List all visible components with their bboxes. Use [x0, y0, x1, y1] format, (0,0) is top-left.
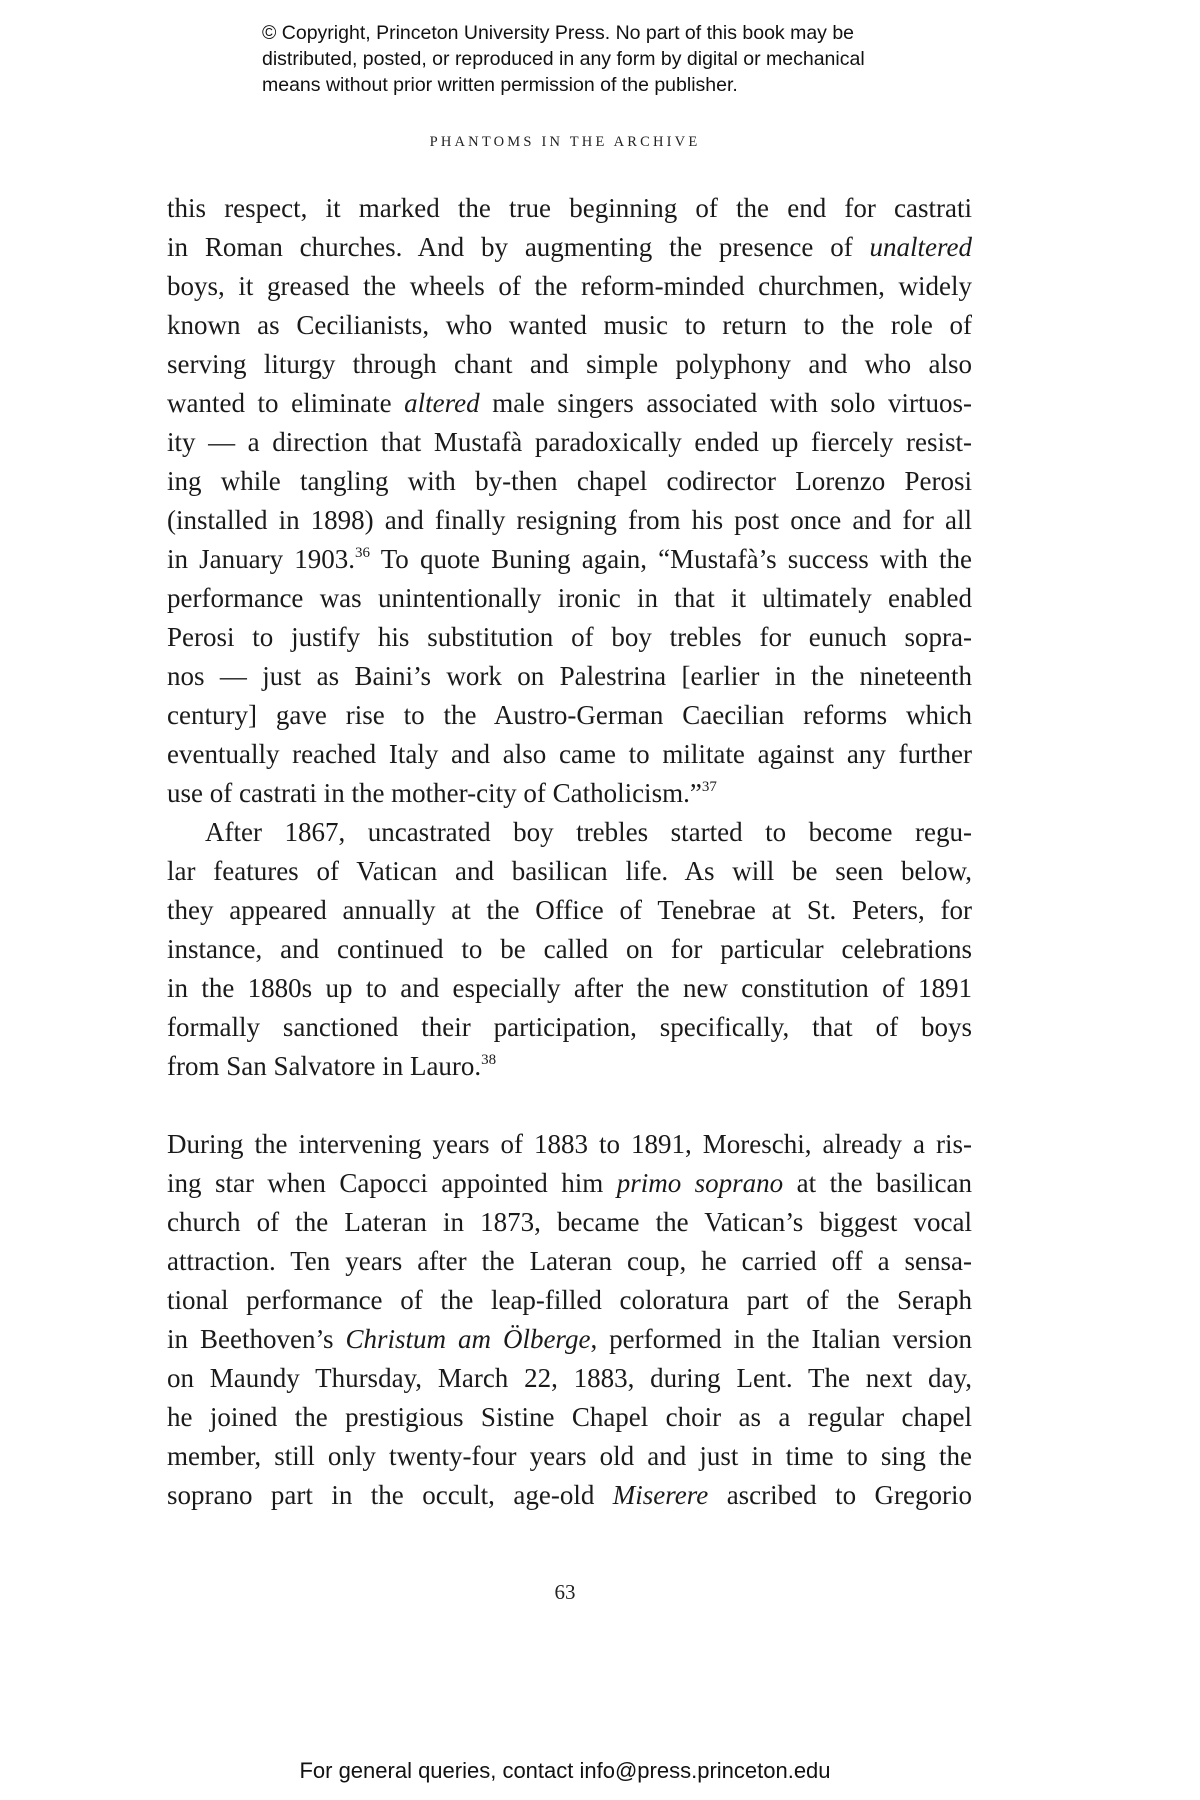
running-head: PHANTOMS IN THE ARCHIVE [429, 134, 701, 150]
text-line: they appeared annually at the Office of Tenebrae at St. Peters, for [167, 895, 972, 925]
paragraph-1 [167, 189, 972, 813]
text-line: During the intervening years of 1883 to 1891, Moreschi, already a ris- [167, 1129, 972, 1159]
footnote-ref[interactable]: 38 [481, 1052, 497, 1068]
text-line: soprano part in the occult, age-old Miserere ascribed to Gregorio [167, 1480, 972, 1510]
italic-text: Miserere [612, 1480, 709, 1510]
text-line: church of the Lateran in 1873, became the Vatican’s biggest vocal [167, 1207, 972, 1237]
text-line: member, still only twenty-four years old and just in time to sing the [167, 1441, 972, 1471]
text-line: eventually reached Italy and also came to militate against any further [167, 739, 972, 769]
text-line: ing star when Capocci appointed him primo soprano at the basilican [167, 1168, 973, 1198]
text-line: (installed in 1898) and finally resigning from his post once and for all [167, 505, 972, 535]
text-line: in the 1880s up to and especially after the new constitution of 1891 [167, 973, 972, 1003]
text-line: use of castrati in the mother-city of Catholicism.”$^{37}$ [167, 778, 717, 808]
text-line: century] gave rise to the Austro-German Caecilian reforms which [167, 700, 972, 730]
copyright-line: distributed, posted, or reproduced in any form by digital or mechanical [262, 48, 865, 70]
text-line: attraction. Ten years after the Lateran coup, he carried off a sensa- [167, 1246, 972, 1276]
text-line: formally sanctioned their participation, specifically, that of boys [167, 1012, 972, 1042]
text-line: known as Cecilianists, who wanted music to return to the role of [167, 310, 972, 340]
footnote-ref[interactable]: 37 [701, 779, 717, 795]
italic-text: altered [404, 388, 480, 418]
copyright-line: means without prior written permission of the publisher. [262, 74, 738, 96]
text-line: wanted to eliminate altered male singers associated with solo virtuos- [167, 388, 972, 418]
italic-text: unaltered [869, 232, 972, 262]
text-line: tional performance of the leap-filled coloratura part of the Seraph [167, 1285, 972, 1315]
text-line: he joined the prestigious Sistine Chapel choir as a regular chapel [167, 1402, 972, 1432]
copyright-line: © Copyright, Princeton University Press. No part of this book may be [262, 22, 855, 44]
text-line: in Beethoven’s Christum am Ölberge, performed in the Italian version [167, 1324, 972, 1354]
text-line: ing while tangling with by-then chapel codirector Lorenzo Perosi [167, 466, 972, 496]
text-line: nos — just as Baini’s work on Palestrina [earlier in the nineteenth [167, 661, 972, 691]
text-line: on Maundy Thursday, March 22, 1883, during Lent. The next day, [167, 1363, 972, 1393]
footnote-ref[interactable]: 36 [355, 545, 371, 561]
section-break [167, 1086, 972, 1125]
text-line: Perosi to justify his substitution of boy trebles for eunuch sopra- [167, 622, 972, 652]
text-line: instance, and continued to be called on for particular celebrations [167, 934, 972, 964]
copyright-notice [262, 20, 1022, 98]
text-line: serving liturgy through chant and simple polyphony and who also [167, 349, 972, 379]
body-text [167, 189, 972, 1515]
text-line: ity — a direction that Mustafà paradoxically ended up fiercely resist- [167, 427, 972, 457]
paragraph-2 [167, 813, 972, 1086]
footer-contact: For general queries, contact info@press.princeton.edu [299, 1758, 831, 1783]
text-line: from San Salvatore in Lauro.$^{38}$ [167, 1051, 497, 1081]
text-line: After 1867, uncastrated boy trebles started to become regu- [205, 817, 972, 847]
text-line: lar features of Vatican and basilican life. As will be seen below, [167, 856, 972, 886]
text-line: performance was unintentionally ironic in that it ultimately enabled [167, 583, 972, 613]
text-line: this respect, it marked the true beginning of the end for castrati [167, 193, 972, 223]
text-line: in Roman churches. And by augmenting the presence of unaltered [167, 232, 972, 262]
paragraph-3 [167, 1125, 972, 1515]
page-number: 63 [554, 1580, 576, 1604]
text-line: in January 1903.36 To quote Buning again, “Mustafà’s success with the [167, 544, 973, 574]
italic-text: Christum am Ölberge [345, 1324, 591, 1354]
text-line: boys, it greased the wheels of the reform-minded churchmen, widely [167, 271, 972, 301]
italic-text: primo soprano [616, 1168, 784, 1198]
